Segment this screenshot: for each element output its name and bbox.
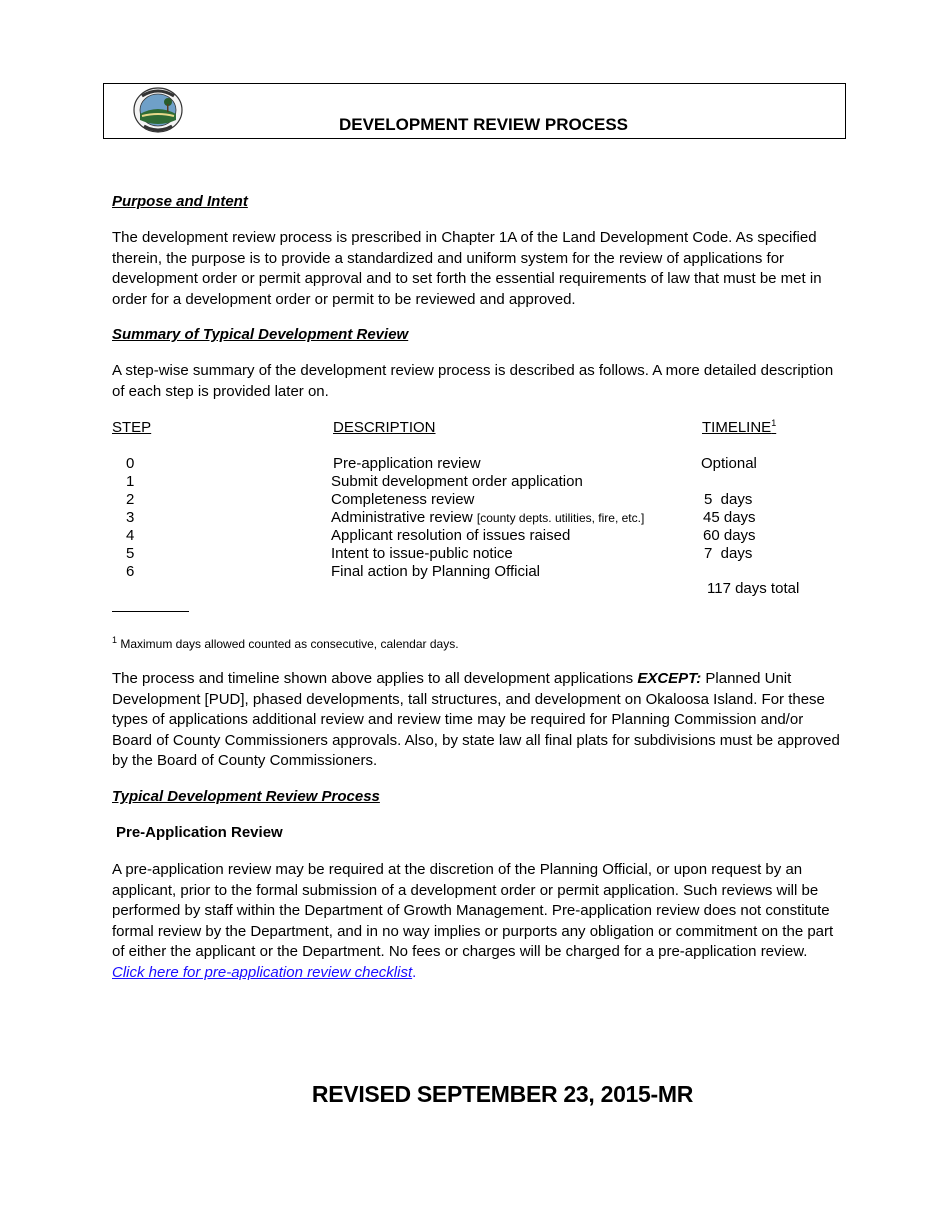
table-total-row bbox=[0, 580, 950, 598]
typical-process-heading: Typical Development Review Process bbox=[112, 788, 380, 805]
step-description: Pre-application review bbox=[333, 455, 481, 472]
pre-application-paragraph: A pre-application review may be required at the discretion of the Planning Official, or upon request by an applicant, prior to the formal submission of a development order or permit application. Such reviews will be performed by staff within the Department of Growth Management. Pre-application review does not constitute formal review by the Department, and in no way implies or purports any obligation or commitment on the part of either the applicant or the Department. No fees or charges will be charged for a pre-application review. Click here for pre-application review checklist. bbox=[112, 861, 834, 981]
revision-note: REVISED SEPTEMBER 23, 2015-MR bbox=[311, 1081, 694, 1107]
step-timeline: Optional bbox=[701, 455, 757, 472]
footnote: $^1$ Maximum days allowed counted as consecutive, calendar days. bbox=[112, 635, 459, 651]
step-number: 2 bbox=[126, 491, 135, 508]
table-header-step: STEP bbox=[112, 419, 152, 436]
step-number: 5 bbox=[126, 545, 135, 562]
page-title: DEVELOPMENT REVIEW PROCESS bbox=[338, 115, 629, 134]
pre-application-heading: Pre-Application Review bbox=[116, 824, 283, 841]
table-row bbox=[0, 509, 950, 527]
checklist-link[interactable]: Click here for pre-application review checklist bbox=[112, 963, 413, 981]
document-header bbox=[103, 83, 846, 139]
step-number: 4 bbox=[126, 527, 135, 544]
step-note: [county depts. utilities, fire, etc.] bbox=[476, 511, 645, 525]
timeline-total: 117 days total bbox=[707, 580, 800, 597]
step-description: Intent to issue-public notice bbox=[331, 545, 513, 562]
step-number: 0 bbox=[126, 455, 135, 472]
step-description: Administrative review [county depts. utilities, fire, etc.] bbox=[331, 509, 645, 526]
step-description: Completeness review bbox=[331, 491, 475, 508]
footnote-separator bbox=[112, 611, 189, 612]
step-timeline: 5 days bbox=[704, 491, 753, 508]
table-row bbox=[0, 473, 950, 491]
table-row bbox=[0, 527, 950, 545]
footnote-marker: 1 bbox=[771, 418, 777, 428]
except-emphasis: EXCEPT: bbox=[637, 670, 702, 687]
step-number: 6 bbox=[126, 563, 135, 580]
table-row bbox=[0, 491, 950, 509]
step-number: 1 bbox=[126, 473, 135, 490]
step-number: 3 bbox=[126, 509, 135, 526]
summary-paragraph: A step-wise summary of the development review process is described as follows. A more detailed description of each step is provided later on. bbox=[112, 362, 834, 400]
step-timeline: 45 days bbox=[703, 509, 756, 526]
step-description: Applicant resolution of issues raised bbox=[331, 527, 571, 544]
summary-heading: Summary of Typical Development Review bbox=[112, 326, 409, 343]
table-header-timeline: TIMELINE$^1$ bbox=[702, 418, 777, 436]
table-row bbox=[0, 545, 950, 563]
purpose-paragraph: The development review process is prescribed in Chapter 1A of the Land Development Code. As specified therein, the purpose is to provide a standardized and uniform system for the review of applications for development order or permit approval and to set forth the essential requirements of law that must be met in order for a development order or permit to be reviewed and approved. bbox=[112, 229, 822, 308]
step-description: Final action by Planning Official bbox=[331, 563, 541, 580]
exceptions-paragraph: The process and timeline shown above applies to all development applications EXCEPT: Planned Unit Development [PUD], phased developments, tall structures, and development on Okaloosa Island. For these types of applications additional review and review time may be required for Planning Commission and/or Board of County Commissioners approvals. Also, by state law all final plats for subdivisions must be approved by the Board of County Commissioners. bbox=[112, 670, 840, 770]
step-timeline: 7 days bbox=[704, 545, 753, 562]
step-timeline: 60 days bbox=[703, 527, 756, 544]
purpose-heading: Purpose and Intent bbox=[112, 193, 248, 210]
table-header-description: DESCRIPTION bbox=[333, 419, 436, 436]
table-row bbox=[0, 455, 950, 473]
step-description: Submit development order application bbox=[331, 473, 583, 490]
table-row bbox=[0, 563, 950, 581]
